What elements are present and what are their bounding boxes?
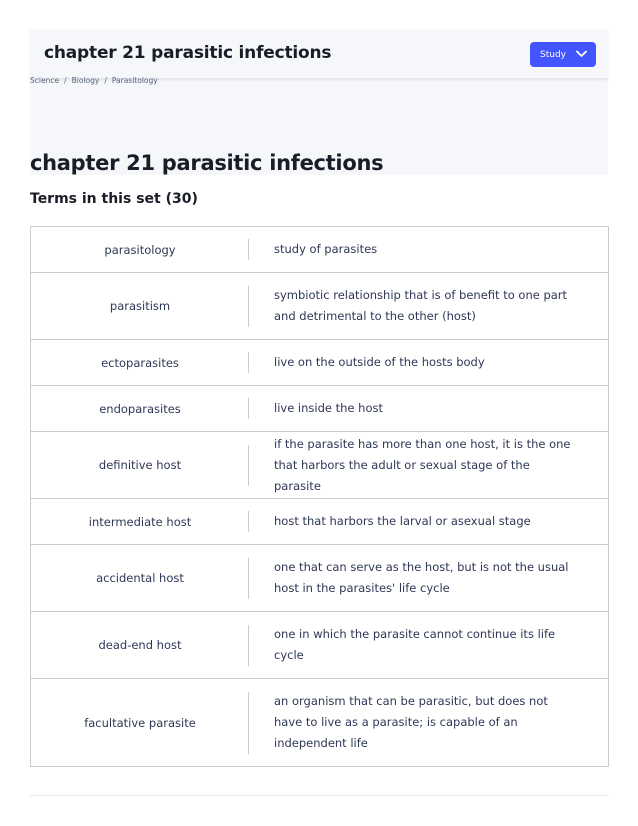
study-button-label: Study [540, 49, 566, 60]
term-card[interactable] [30, 678, 609, 767]
term-divider [248, 239, 249, 260]
term-definition: one in which the parasite cannot continue its life cycle [274, 627, 556, 662]
term-definition: host that harbors the larval or asexual stage [274, 514, 531, 528]
header-title: chapter 21 parasitic infections [44, 43, 332, 63]
terms-heading: Terms in this set (30) [30, 191, 198, 207]
sticky-header [30, 30, 608, 78]
term-definition: an organism that can be parasitic, but does not have to live as a parasite; is capable of an independent life [274, 694, 548, 750]
breadcrumb-separator: / [64, 76, 67, 85]
term-word: dead-end host [98, 638, 182, 652]
study-button[interactable] [530, 42, 596, 67]
term-word: parasitology [104, 242, 176, 257]
term-word: intermediate host [88, 514, 192, 529]
term-divider [248, 445, 249, 486]
term-definition: live inside the host [274, 401, 383, 415]
chevron-down-icon [576, 50, 587, 58]
term-card[interactable] [30, 544, 609, 612]
term-definition: live on the outside of the hosts body [274, 355, 485, 369]
term-definition: study of parasites [274, 242, 378, 256]
term-card[interactable] [30, 498, 609, 545]
breadcrumb-item-parasitology[interactable]: Parasitology [111, 76, 158, 85]
term-card[interactable] [30, 226, 609, 273]
breadcrumb-separator: / [104, 76, 107, 85]
term-definition: one that can serve as the host, but is not the usual host in the parasites' life cycle [274, 560, 569, 595]
term-divider [248, 511, 249, 532]
term-card[interactable] [30, 339, 609, 386]
term-word: accidental host [96, 571, 184, 585]
term-divider [248, 558, 249, 599]
term-card[interactable] [30, 611, 609, 679]
term-definition: symbiotic relationship that is of benefit to one part and detrimental to the other (host) [274, 288, 568, 323]
terms-list [30, 226, 609, 767]
term-word: facultative parasite [84, 715, 196, 730]
term-card[interactable] [30, 272, 609, 340]
term-word: endoparasites [99, 401, 181, 416]
term-definition: if the parasite has more than one host, it is the one that harbors the adult or sexual stage of the parasite [274, 436, 571, 493]
term-card[interactable] [30, 385, 609, 432]
breadcrumb-item-science[interactable]: Science [30, 76, 60, 85]
term-divider [248, 692, 249, 754]
page-title: chapter 21 parasitic infections [30, 151, 384, 175]
term-divider [248, 352, 249, 373]
term-divider [248, 625, 249, 666]
term-word: ectoparasites [101, 355, 179, 370]
term-divider [248, 286, 249, 327]
term-card[interactable] [30, 431, 609, 499]
breadcrumb [30, 76, 158, 85]
breadcrumb-item-biology[interactable]: Biology [71, 76, 100, 85]
term-divider [248, 398, 249, 419]
term-word: parasitism [109, 299, 171, 313]
term-word: definitive host [98, 458, 182, 472]
bottom-divider [30, 795, 609, 796]
